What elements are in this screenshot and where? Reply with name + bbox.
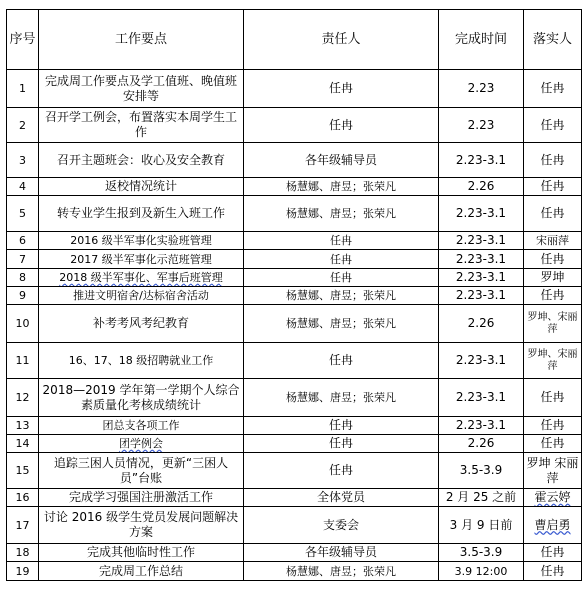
- table-row: [7, 343, 582, 379]
- cell-owner: 杨慧娜、唐昱；张荣凡: [244, 196, 439, 232]
- cell-owner: 杨慧娜、唐昱；张荣凡: [244, 379, 439, 417]
- cell-task: 召开主题班会：收心及安全教育: [39, 143, 244, 178]
- table-row: [7, 178, 582, 196]
- cell-task: [39, 435, 244, 453]
- cell-owner: 杨慧娜、唐昱；张荣凡: [244, 287, 439, 305]
- cell-exec: 任冉: [524, 379, 582, 417]
- cell-owner: 任冉: [244, 453, 439, 489]
- header-exec: 落实人: [524, 10, 582, 70]
- cell-seq: 8: [7, 269, 39, 287]
- header-date: 完成时间: [439, 10, 524, 70]
- cell-owner: 杨慧娜、唐昱；张荣凡: [244, 562, 439, 581]
- header-row: [7, 10, 582, 70]
- table-row: [7, 143, 582, 178]
- cell-task: 团总支各项工作: [39, 417, 244, 435]
- cell-task: 2017 级半军事化示范班管理: [39, 250, 244, 269]
- cell-seq: 14: [7, 435, 39, 453]
- cell-date: 2.23-3.1: [439, 250, 524, 269]
- cell-seq: 2: [7, 108, 39, 143]
- cell-seq: 19: [7, 562, 39, 581]
- cell-date: 2.23: [439, 70, 524, 108]
- cell-date: 2.23-3.1: [439, 379, 524, 417]
- header-owner: 责任人: [244, 10, 439, 70]
- cell-owner: 任冉: [244, 250, 439, 269]
- cell-task-text: 团学例会: [119, 437, 163, 450]
- cell-exec: 任冉: [524, 287, 582, 305]
- cell-task-text: 2018 级半军事化、军事后班管理: [59, 271, 223, 284]
- cell-seq: 13: [7, 417, 39, 435]
- cell-date: 2.26: [439, 435, 524, 453]
- table-row: [7, 562, 582, 581]
- table-row: [7, 453, 582, 489]
- cell-date: 2 月 25 之前: [439, 489, 524, 507]
- cell-owner: 全体党员: [244, 489, 439, 507]
- cell-exec: [524, 507, 582, 544]
- table-row: [7, 305, 582, 343]
- cell-owner: 任冉: [244, 417, 439, 435]
- cell-date: 3.5-3.9: [439, 453, 524, 489]
- cell-task: 16、17、18 级招聘就业工作: [39, 343, 244, 379]
- cell-exec: 罗坤、宋丽萍: [524, 343, 582, 379]
- cell-date: 2.23: [439, 108, 524, 143]
- cell-date: 2.23-3.1: [439, 269, 524, 287]
- cell-owner: 任冉: [244, 232, 439, 250]
- cell-exec: 罗坤、宋丽萍: [524, 305, 582, 343]
- cell-date: 2.26: [439, 305, 524, 343]
- cell-task: 讨论 2016 级学生党员发展问题解决方案: [39, 507, 244, 544]
- cell-owner: 任冉: [244, 70, 439, 108]
- cell-exec: 任冉: [524, 108, 582, 143]
- cell-exec: 任冉: [524, 196, 582, 232]
- table-row: [7, 269, 582, 287]
- cell-owner: 任冉: [244, 108, 439, 143]
- cell-exec-text: 曹启勇: [534, 517, 571, 532]
- cell-task: 完成周工作要点及学工值班、晚值班安排等: [39, 70, 244, 108]
- cell-seq: 12: [7, 379, 39, 417]
- cell-seq: 6: [7, 232, 39, 250]
- cell-task: 完成学习强国注册激活工作: [39, 489, 244, 507]
- table-row: [7, 108, 582, 143]
- cell-date: 2.23-3.1: [439, 196, 524, 232]
- cell-date: 2.23-3.1: [439, 343, 524, 379]
- cell-seq: 1: [7, 70, 39, 108]
- cell-exec: 任冉: [524, 544, 582, 562]
- cell-owner: 杨慧娜、唐昱；张荣凡: [244, 305, 439, 343]
- cell-seq: 18: [7, 544, 39, 562]
- cell-date: 3 月 9 日前: [439, 507, 524, 544]
- cell-owner: 任冉: [244, 269, 439, 287]
- cell-task: 2016 级半军事化实验班管理: [39, 232, 244, 250]
- work-plan-table: [6, 9, 582, 581]
- table-row: [7, 489, 582, 507]
- cell-exec: 任冉: [524, 435, 582, 453]
- cell-owner: 各年级辅导员: [244, 143, 439, 178]
- table-row: [7, 417, 582, 435]
- cell-seq: 5: [7, 196, 39, 232]
- table-row: [7, 544, 582, 562]
- cell-exec: 任冉: [524, 250, 582, 269]
- cell-task: 完成其他临时性工作: [39, 544, 244, 562]
- header-seq: 序号: [7, 10, 39, 70]
- table-row: [7, 250, 582, 269]
- cell-date: 2.26: [439, 178, 524, 196]
- table-row: [7, 196, 582, 232]
- cell-task: 转专业学生报到及新生入班工作: [39, 196, 244, 232]
- cell-owner: 任冉: [244, 435, 439, 453]
- cell-task: 返校情况统计: [39, 178, 244, 196]
- cell-exec-text: 霍云婷: [534, 490, 571, 504]
- cell-exec: 宋丽萍: [524, 232, 582, 250]
- cell-task: 推进文明宿舍/达标宿舍活动: [39, 287, 244, 305]
- cell-exec: [524, 489, 582, 507]
- cell-seq: 9: [7, 287, 39, 305]
- table-row: [7, 70, 582, 108]
- cell-exec: 罗坤: [524, 269, 582, 287]
- cell-owner: 任冉: [244, 343, 439, 379]
- cell-date: 2.23-3.1: [439, 232, 524, 250]
- cell-date: 2.23-3.1: [439, 287, 524, 305]
- cell-task: 召开学工例会，布置落实本周学生工作: [39, 108, 244, 143]
- cell-exec: 任冉: [524, 70, 582, 108]
- table-row: [7, 287, 582, 305]
- cell-date: 3.9 12:00: [439, 562, 524, 581]
- cell-owner: 杨慧娜、唐昱；张荣凡: [244, 178, 439, 196]
- cell-owner: 支委会: [244, 507, 439, 544]
- cell-task: 追踪三困人员情况，更新“三困人员”台账: [39, 453, 244, 489]
- cell-exec: 罗坤 宋丽萍: [524, 453, 582, 489]
- header-task: 工作要点: [39, 10, 244, 70]
- cell-task: 补考考风考纪教育: [39, 305, 244, 343]
- table-row: [7, 232, 582, 250]
- cell-seq: 16: [7, 489, 39, 507]
- table-row: [7, 435, 582, 453]
- cell-seq: 3: [7, 143, 39, 178]
- cell-exec: 任冉: [524, 143, 582, 178]
- cell-date: 3.5-3.9: [439, 544, 524, 562]
- cell-seq: 17: [7, 507, 39, 544]
- cell-owner: 各年级辅导员: [244, 544, 439, 562]
- table-row: [7, 379, 582, 417]
- cell-seq: 7: [7, 250, 39, 269]
- cell-seq: 10: [7, 305, 39, 343]
- cell-task: [39, 269, 244, 287]
- cell-seq: 4: [7, 178, 39, 196]
- cell-exec: 任冉: [524, 178, 582, 196]
- cell-task: 2018—2019 学年第一学期个人综合素质量化考核成绩统计: [39, 379, 244, 417]
- cell-task: 完成周工作总结: [39, 562, 244, 581]
- cell-exec: 任冉: [524, 417, 582, 435]
- cell-date: 2.23-3.1: [439, 143, 524, 178]
- cell-seq: 15: [7, 453, 39, 489]
- cell-seq: 11: [7, 343, 39, 379]
- cell-exec: 任冉: [524, 562, 582, 581]
- table-row: [7, 507, 582, 544]
- cell-date: 2.23-3.1: [439, 417, 524, 435]
